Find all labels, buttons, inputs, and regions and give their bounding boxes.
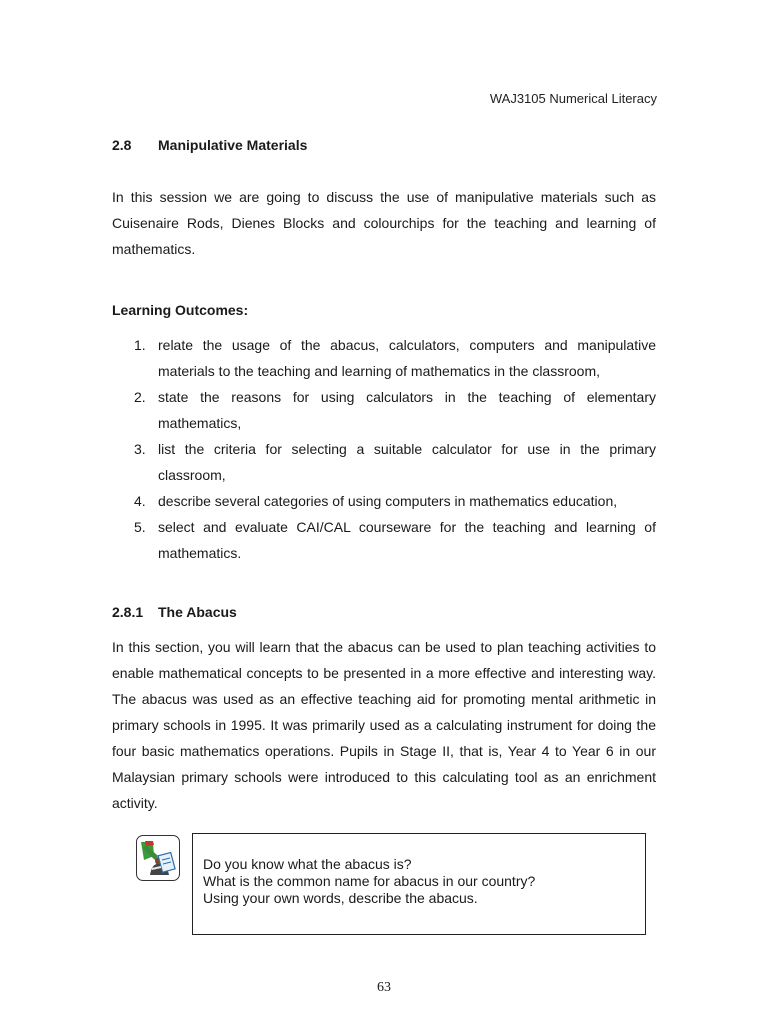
outcome-item: 3. list the criteria for selecting a suitable calculator for use in the primary classroom, (134, 441, 656, 483)
subsection-heading (112, 604, 237, 620)
student-writing-icon (136, 835, 180, 881)
running-header: WAJ3105 Numerical Literacy (489, 91, 657, 106)
outcome-item: 5. select and evaluate CAI/CAL courseware for the teaching and learning of mathematics. (134, 519, 656, 561)
section-heading (112, 137, 307, 153)
subsection-body: In this section, you will learn that the abacus can be used to plan teaching activities to enable mathematical concepts to be presented in a more effective and interesting way. The abacus was used as an effective teaching aid for promoting mental arithmetic in primary schools in 1995. It was primarily used as a calculating instrument for doing the four basic mathematics operations. Pupils in Stage II, that is, Year 4 to Year 6 in our Malaysian primary schools were introduced to this calculating tool as an enrichment activity. (112, 639, 656, 811)
question-line: Do you know what the abacus is? (203, 856, 412, 872)
outcomes-list (112, 332, 656, 566)
reflection-question-box (192, 833, 646, 935)
section-number: 2.8 (112, 137, 132, 153)
page-number: 63 (377, 980, 391, 995)
outcomes-heading: Learning Outcomes: (112, 302, 249, 318)
outcome-item: 4. describe several categories of using computers in mathematics education, (134, 493, 618, 509)
student-writing-icon-graphic (137, 836, 178, 879)
section-title: Manipulative Materials (158, 137, 308, 153)
section-intro: In this session we are going to discuss the use of manipulative materials such as Cuisenaire Rods, Dienes Blocks and colourchips for the teaching and learning of mathematics. (112, 189, 656, 257)
outcome-item: 1. relate the usage of the abacus, calculators, computers and manipulative materials to the teaching and learning of mathematics in the classroom, (134, 337, 656, 379)
outcome-item: 2. state the reasons for using calculators in the teaching of elementary mathematics, (134, 389, 656, 431)
question-line: What is the common name for abacus in our country? (203, 873, 536, 889)
question-line: Using your own words, describe the abacus. (203, 890, 478, 906)
subsection-number: 2.8.1 (112, 604, 144, 620)
subsection-title: The Abacus (158, 604, 237, 620)
